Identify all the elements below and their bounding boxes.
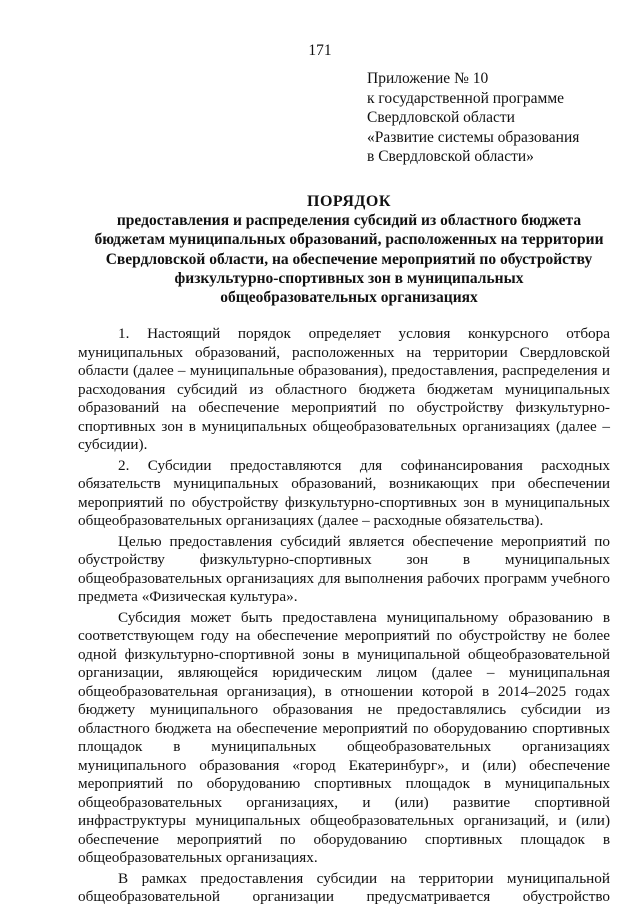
paragraph-2: 2. Субсидии предоставляются для софинансирования расходных обязательств муниципальных образований, возникающих при обеспечении мероприятий по обустройству физкультурно-спортивных зон в муниципальных общеобразовательных организациях (далее – расходные обязательства). bbox=[78, 456, 610, 529]
paragraph-5: В рамках предоставления субсидии на территории муниципальной общеобразовательной организации предусматривается обустройство bbox=[78, 869, 610, 905]
page-number: 171 bbox=[308, 42, 332, 59]
paragraph-1: 1. Настоящий порядок определяет условия конкурсного отбора муниципальных образований, расположенных на территории Свердловской области (далее – муниципальные образования), предоставления, распределения и расходования субсидий из областного бюджета бюджетам муниципальных образований на обеспечение мероприятий по обустройству физкультурно-спортивных зон в муниципальных общеобразовательных организациях (далее – субсидии). bbox=[78, 325, 610, 453]
document-body bbox=[78, 325, 610, 909]
appendix-line: к государственной программе bbox=[367, 89, 565, 107]
document-heading bbox=[70, 192, 628, 307]
subtitle-line: физкультурно-спортивных зон в муниципальных bbox=[174, 269, 524, 287]
appendix-line: в Свердловской области» bbox=[367, 148, 534, 166]
document-title: ПОРЯДОК bbox=[307, 193, 391, 210]
appendix-line: Приложение № 10 bbox=[367, 70, 489, 87]
subtitle-line: предоставления и распределения субсидий из областного бюджета bbox=[116, 212, 582, 230]
subtitle-line: общеобразовательных организациях bbox=[220, 289, 478, 307]
appendix-line: Свердловской области bbox=[367, 109, 515, 127]
subtitle-line: Свердловской области, на обеспечение мероприятий по обустройству bbox=[105, 250, 593, 268]
subtitle-line: бюджетам муниципальных образований, расположенных на территории bbox=[94, 231, 604, 249]
appendix-reference bbox=[367, 69, 579, 167]
paragraph-3: Целью предоставления субсидий является обеспечение мероприятий по обустройству физкультурно-спортивных зон в муниципальных общеобразовательных организациях для выполнения рабочих программ учебного предмета «Физическая культура». bbox=[78, 532, 610, 605]
appendix-line: «Развитие системы образования bbox=[367, 128, 580, 146]
paragraph-4: Субсидия может быть предоставлена муниципальному образованию в соответствующем году на обеспечение мероприятий по обустройству не более одной физкультурно-спортивной зоны в муниципальной общеобразовательной организации, являющейся юридическим лицом (далее – муниципальная общеобразовательная организация), в отношении которой в 2014–2025 годах бюджету муниципального образования не предоставлялись субсидии из областного бюджета на обеспечение мероприятий по оборудованию спортивных площадок в муниципальных общеобразовательных организациях муниципального образования «город Екатеринбург», и (или) обеспечение мероприятий по оборудованию спортивных площадок в муниципальных общеобразовательных организациях, и (или) развитие спортивной инфраструктуры муниципальных общеобразовательных организаций, и (или) обеспечение мероприятий по оборудованию спортивных площадок в общеобразовательных организациях. bbox=[78, 608, 610, 866]
